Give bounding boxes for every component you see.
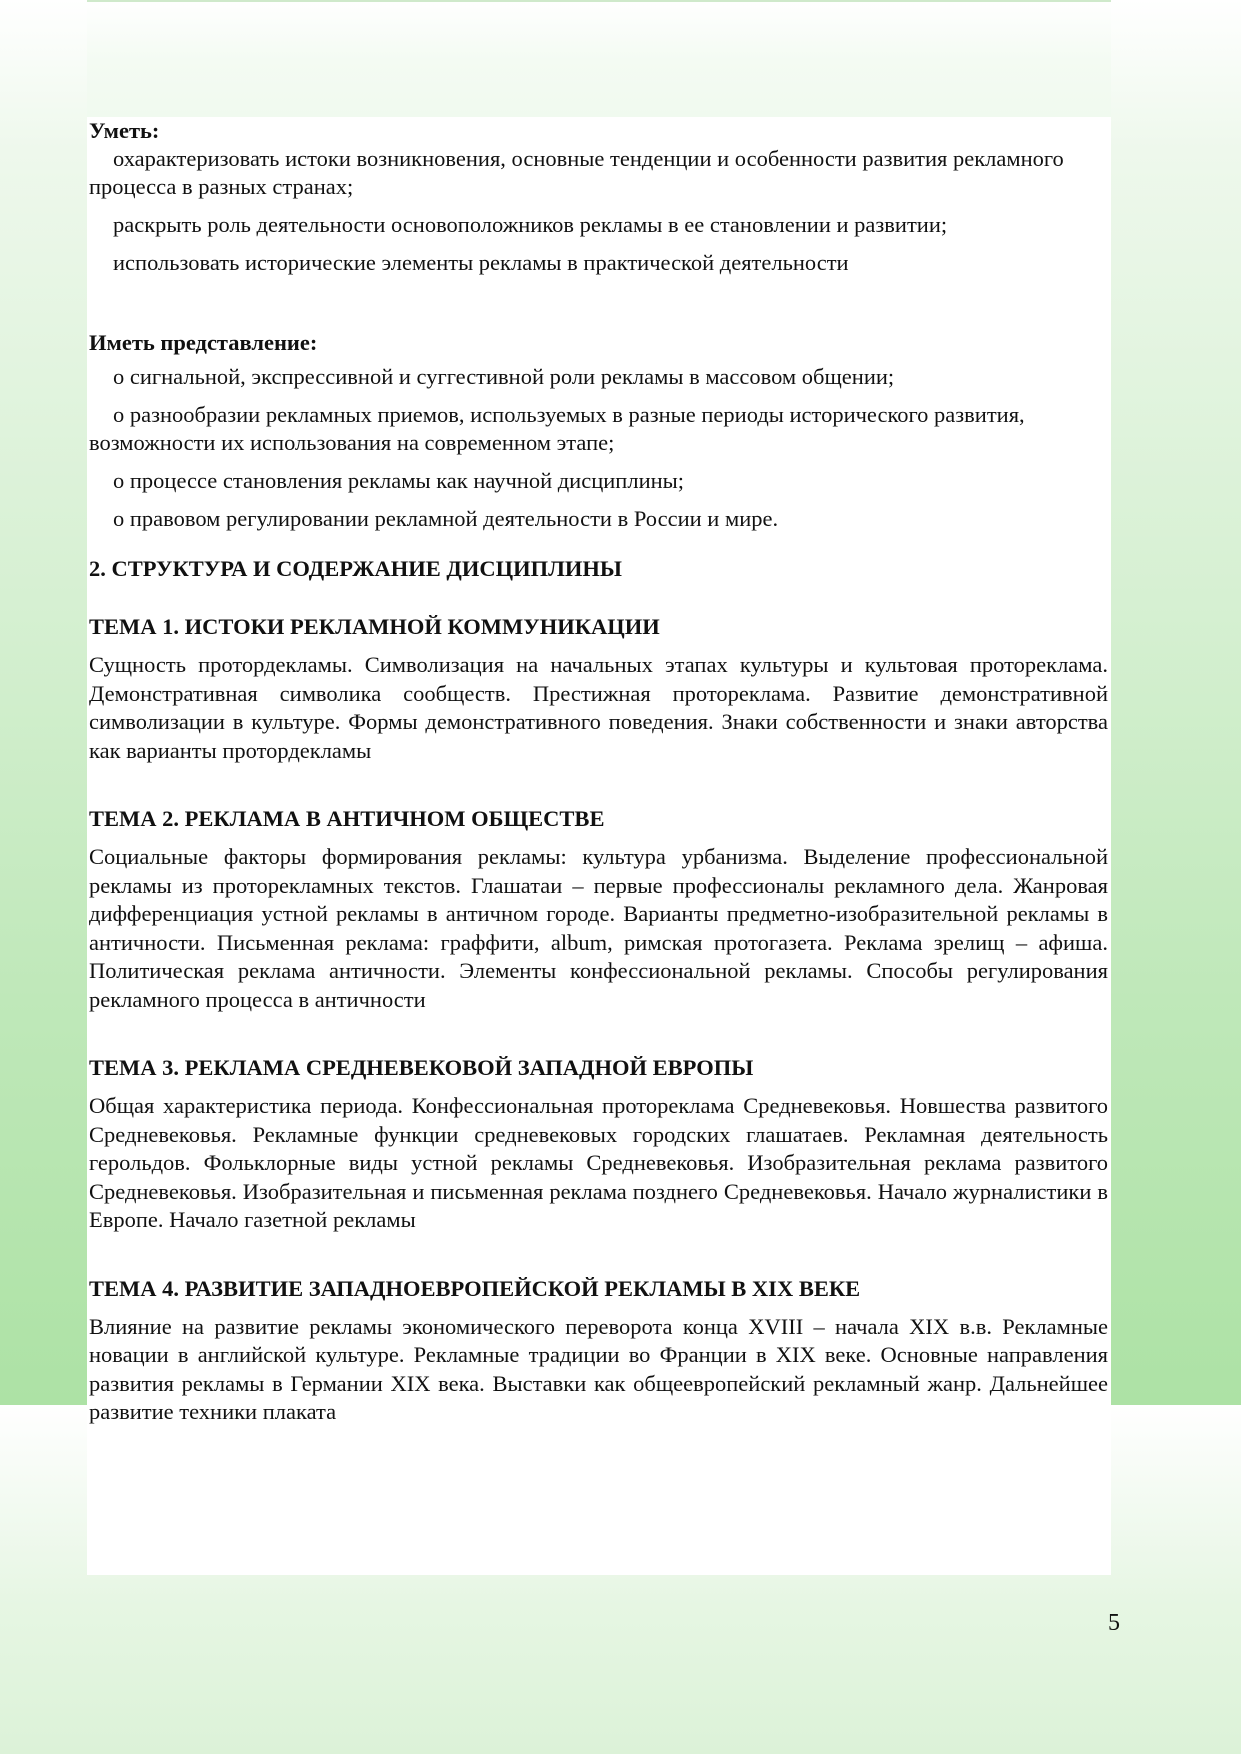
spacer: [89, 287, 1108, 329]
topic-title: ТЕМА 2. РЕКЛАМА В АНТИЧНОМ ОБЩЕСТВЕ: [89, 806, 605, 831]
skills-heading: Уметь:: [89, 118, 160, 143]
spacer: [89, 765, 1108, 805]
understanding-item: о процессе становления рекламы как научной дисциплины;: [113, 468, 685, 493]
skills-item: охарактеризовать истоки возникновения, основные тенденции и особенности развития рекламного процесса в разных странах;: [89, 146, 1064, 199]
topic-text: Социальные факторы формирования рекламы: культура урбанизма. Выделение профессиональной рекламы из проторекламных текстов. Глашатаи – первые профессионалы рекламного дела. Жанровая дифференциация устной рекламы в античном городе. Варианты предметно-изобразительной рекламы в античности. Письменная реклама: граффити, album, римская протогазета. Реклама зрелищ – афиша. Политическая реклама античности. Элементы конфессиональной рекламы. Способы регулирования рекламного процесса в античности: [89, 844, 1108, 1012]
spacer: [89, 1014, 1108, 1054]
topic-block: [89, 805, 1108, 1014]
skills-item: раскрыть роль деятельности основоположников рекламы в ее становлении и развитии;: [113, 212, 948, 237]
topic-title: ТЕМА 1. ИСТОКИ РЕКЛАМНОЙ КОММУНИКАЦИИ: [89, 614, 660, 639]
left-green-margin: [0, 0, 87, 1405]
topic-text: Влияние на развитие рекламы экономического переворота конца XVIII – начала XIX в.в. Рекламные новации в английской культуре. Рекламные традиции во Франции в XIX веке. Основные направления развития рекламы в Германии XIX века. Выставки как общеевропейский рекламный жанр. Дальнейшее развитие техники плаката: [89, 1313, 1108, 1424]
topic-block: [89, 1275, 1108, 1427]
understanding-list: [89, 363, 1108, 533]
page-top-border: [0, 0, 1241, 2]
topic-title: ТЕМА 3. РЕКЛАМА СРЕДНЕВЕКОВОЙ ЗАПАДНОЙ ЕВРОПЫ: [89, 1055, 754, 1080]
document-content: [89, 117, 1108, 1427]
page-number: 5: [1108, 1610, 1120, 1636]
understanding-item: о разнообразии рекламных приемов, используемых в разные периоды исторического развития, возможности их использования на современном этапе;: [89, 402, 1025, 455]
topic-title: ТЕМА 4. РАЗВИТИЕ ЗАПАДНОЕВРОПЕЙСКОЙ РЕКЛАМЫ В XIX ВЕКЕ: [89, 1275, 861, 1301]
skills-item: использовать исторические элементы рекламы в практической деятельности: [113, 250, 849, 275]
skills-list: [89, 145, 1108, 277]
topic-block: [89, 613, 1108, 765]
spacer: [89, 1235, 1108, 1275]
topic-block: [89, 1054, 1108, 1235]
right-green-margin: [1111, 0, 1241, 1405]
section-title: 2. СТРУКТУРА И СОДЕРЖАНИЕ ДИСЦИПЛИНЫ: [89, 556, 622, 581]
understanding-item: о сигнальной, экспрессивной и суггестивной роли рекламы в массовом общении;: [113, 364, 895, 389]
topic-text: Общая характеристика периода. Конфессиональная протореклама Средневековья. Новшества развитого Средневековья. Рекламные функции средневековых городских глашатаев. Рекламная деятельность герольдов. Фольклорные виды устной рекламы Средневековья. Изобразительная реклама развитого Средневековья. Изобразительная и письменная реклама позднего Средневековья. Начало журналистики в Европе. Начало газетной рекламы: [89, 1093, 1108, 1232]
topic-text: Сущность протордекламы. Символизация на начальных этапах культуры и культовая протореклама. Демонстративная символика сообществ. Престижная протореклама. Развитие демонстративной символизации в культуре. Формы демонстративного поведения. Знаки собственности и знаки авторства как варианты протордекламы: [89, 652, 1108, 763]
understanding-heading: Иметь представление:: [89, 330, 318, 355]
understanding-item: о правовом регулировании рекламной деятельности в России и мире.: [113, 506, 779, 531]
